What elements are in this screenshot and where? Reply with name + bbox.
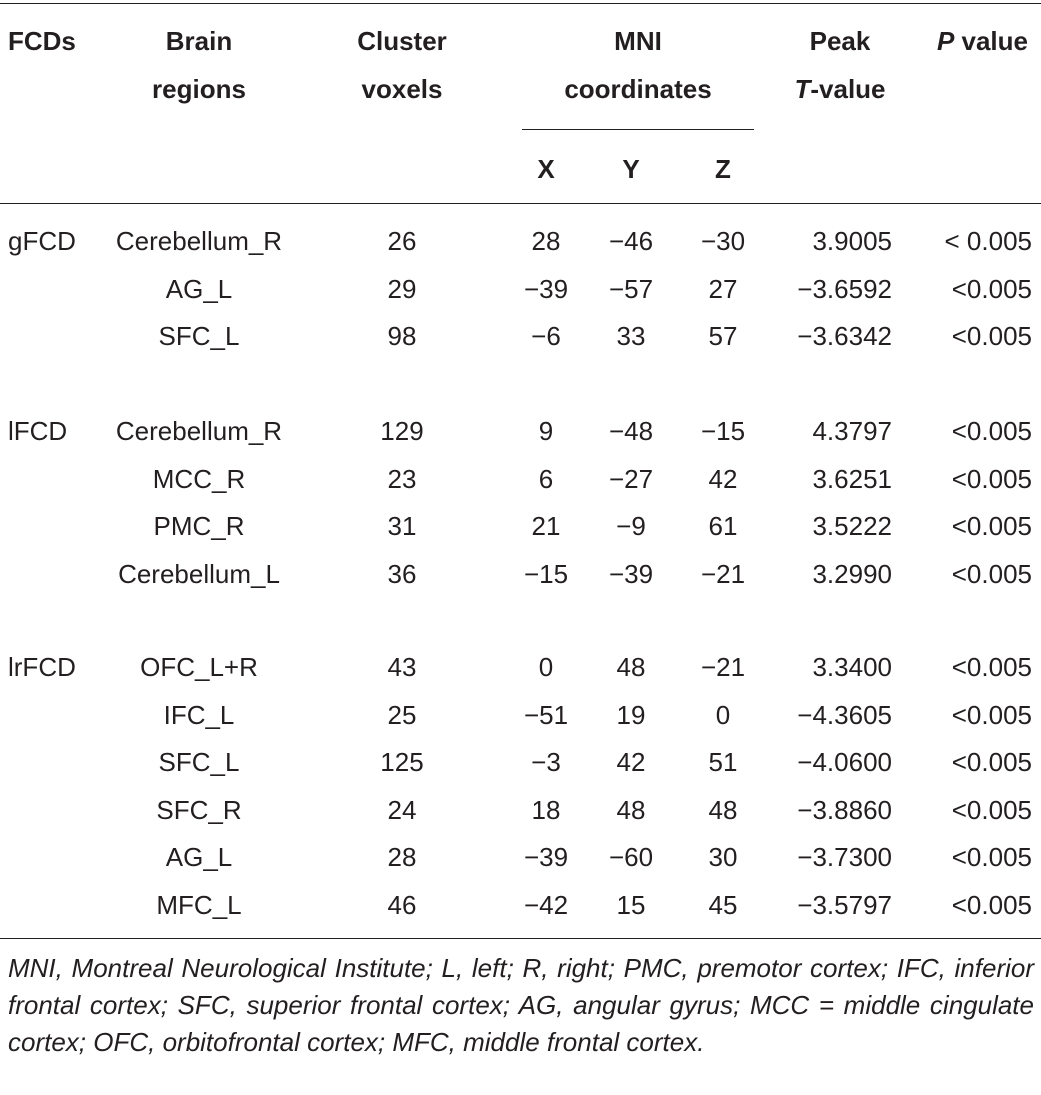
cell-peak-t: −3.6592 (797, 274, 892, 304)
cell-p-value: <0.005 (951, 795, 1032, 825)
cell-peak-t: −3.5797 (797, 890, 892, 920)
cell-z: −30 (700, 226, 746, 256)
header-y: Y (622, 154, 640, 184)
cell-region: SFC_R (156, 795, 242, 825)
mni-subheader-rule (522, 129, 754, 130)
cell-voxels: 29 (387, 274, 417, 304)
cell-x: 28 (531, 226, 561, 256)
cell-y: 15 (616, 890, 646, 920)
cell-region: AG_L (165, 842, 233, 872)
group-label: gFCD (8, 226, 76, 256)
cell-region: MCC_R (152, 464, 246, 494)
cell-peak-t: −3.6342 (797, 321, 892, 351)
header-peak-line1: Peak (809, 26, 871, 56)
header-cluster-line2: voxels (361, 74, 443, 104)
cell-y: −39 (608, 559, 654, 589)
cell-x: 6 (538, 464, 554, 494)
cell-p-value: <0.005 (951, 416, 1032, 446)
cell-region: IFC_L (163, 700, 235, 730)
header-fcds: FCDs (8, 26, 76, 56)
cell-y: −57 (608, 274, 654, 304)
cell-x: 21 (531, 511, 561, 541)
header-brain-line2: regions (152, 74, 246, 104)
cell-z: 61 (708, 511, 738, 541)
cell-region: MFC_L (156, 890, 242, 920)
cell-peak-t: 4.3797 (812, 416, 892, 446)
cell-peak-t: 3.6251 (812, 464, 892, 494)
cell-z: −15 (700, 416, 746, 446)
header-bottom-rule (0, 203, 1041, 204)
cell-voxels: 25 (387, 700, 417, 730)
cell-z: 48 (708, 795, 738, 825)
cell-region: AG_L (165, 274, 233, 304)
cell-p-value: <0.005 (951, 559, 1032, 589)
cell-x: −39 (523, 274, 569, 304)
cell-region: SFC_L (158, 747, 240, 777)
header-peak-line2 (794, 74, 885, 104)
bottom-rule (0, 938, 1041, 939)
header-mni-line1: MNI (614, 26, 662, 56)
cell-p-value: <0.005 (951, 652, 1032, 682)
cell-z: 45 (708, 890, 738, 920)
header-p: P (936, 26, 955, 56)
cell-y: −27 (608, 464, 654, 494)
cell-p-value: <0.005 (951, 464, 1032, 494)
cell-p-value: <0.005 (951, 890, 1032, 920)
cell-voxels: 36 (387, 559, 417, 589)
cell-y: −60 (608, 842, 654, 872)
cell-z: 27 (708, 274, 738, 304)
cell-y: 48 (616, 652, 646, 682)
header-mni-line2: coordinates (564, 74, 712, 104)
cell-voxels: 31 (387, 511, 417, 541)
group-label: lFCD (8, 416, 68, 446)
cell-z: 57 (708, 321, 738, 351)
header-p-rest: value (954, 26, 1028, 56)
cell-p-value: <0.005 (951, 747, 1032, 777)
cell-region: Cerebellum_R (115, 416, 283, 446)
header-peak-t: T (794, 74, 811, 104)
cell-peak-t: 3.2990 (812, 559, 892, 589)
cell-region: Cerebellum_L (118, 559, 280, 589)
cell-voxels: 28 (387, 842, 417, 872)
cell-y: −9 (616, 511, 646, 541)
cell-x: 9 (538, 416, 554, 446)
cell-voxels: 98 (387, 321, 417, 351)
cell-z: 30 (708, 842, 738, 872)
header-z: Z (715, 154, 731, 184)
cell-peak-t: −4.0600 (797, 747, 892, 777)
cell-p-value: <0.005 (951, 700, 1032, 730)
cell-y: −48 (608, 416, 654, 446)
cell-x: 18 (531, 795, 561, 825)
header-peak-value: -value (810, 74, 886, 104)
cell-p-value: <0.005 (951, 511, 1032, 541)
cell-region: OFC_L+R (140, 652, 258, 682)
cell-peak-t: 3.5222 (812, 511, 892, 541)
cell-x: −39 (523, 842, 569, 872)
cell-z: 0 (715, 700, 731, 730)
cell-y: 42 (616, 747, 646, 777)
cell-voxels: 125 (380, 747, 424, 777)
header-p-value (937, 26, 1028, 56)
cell-z: 42 (708, 464, 738, 494)
cell-z: 51 (708, 747, 738, 777)
cell-x: −6 (531, 321, 561, 351)
cell-peak-t: −3.7300 (797, 842, 892, 872)
cell-y: 48 (616, 795, 646, 825)
header-cluster-line1: Cluster (357, 26, 447, 56)
cell-p-value: <0.005 (951, 321, 1032, 351)
cell-x: −51 (523, 700, 569, 730)
cell-y: −46 (608, 226, 654, 256)
cell-peak-t: 3.3400 (812, 652, 892, 682)
cell-x: 0 (538, 652, 554, 682)
cell-region: PMC_R (153, 511, 245, 541)
cell-region: SFC_L (158, 321, 240, 351)
cell-voxels: 23 (387, 464, 417, 494)
cell-voxels: 46 (387, 890, 417, 920)
top-rule (0, 3, 1041, 4)
cell-p-value: <0.005 (951, 274, 1032, 304)
header-brain-line1: Brain (165, 26, 233, 56)
cell-x: −3 (531, 747, 561, 777)
cell-peak-t: −3.8860 (797, 795, 892, 825)
cell-y: 19 (616, 700, 646, 730)
cell-region: Cerebellum_R (115, 226, 283, 256)
header-x: X (537, 154, 555, 184)
cell-x: −15 (523, 559, 569, 589)
cell-voxels: 24 (387, 795, 417, 825)
table-footnote: MNI, Montreal Neurological Institute; L, left; R, right; PMC, premotor cortex; IFC, inferior frontal cortex; SFC, superior frontal cortex; AG, angular gyrus; MCC = middle cingulate cortex; OFC, orbitofrontal cortex; MFC, middle frontal cortex. (8, 953, 1034, 1057)
cell-z: −21 (700, 559, 746, 589)
cell-p-value: < 0.005 (944, 226, 1032, 256)
cell-x: −42 (523, 890, 569, 920)
cell-voxels: 129 (380, 416, 424, 446)
cell-p-value: <0.005 (951, 842, 1032, 872)
cell-peak-t: −4.3605 (797, 700, 892, 730)
cell-y: 33 (616, 321, 646, 351)
cell-peak-t: 3.9005 (812, 226, 892, 256)
cell-voxels: 26 (387, 226, 417, 256)
cell-voxels: 43 (387, 652, 417, 682)
group-label: lrFCD (8, 652, 76, 682)
cell-z: −21 (700, 652, 746, 682)
